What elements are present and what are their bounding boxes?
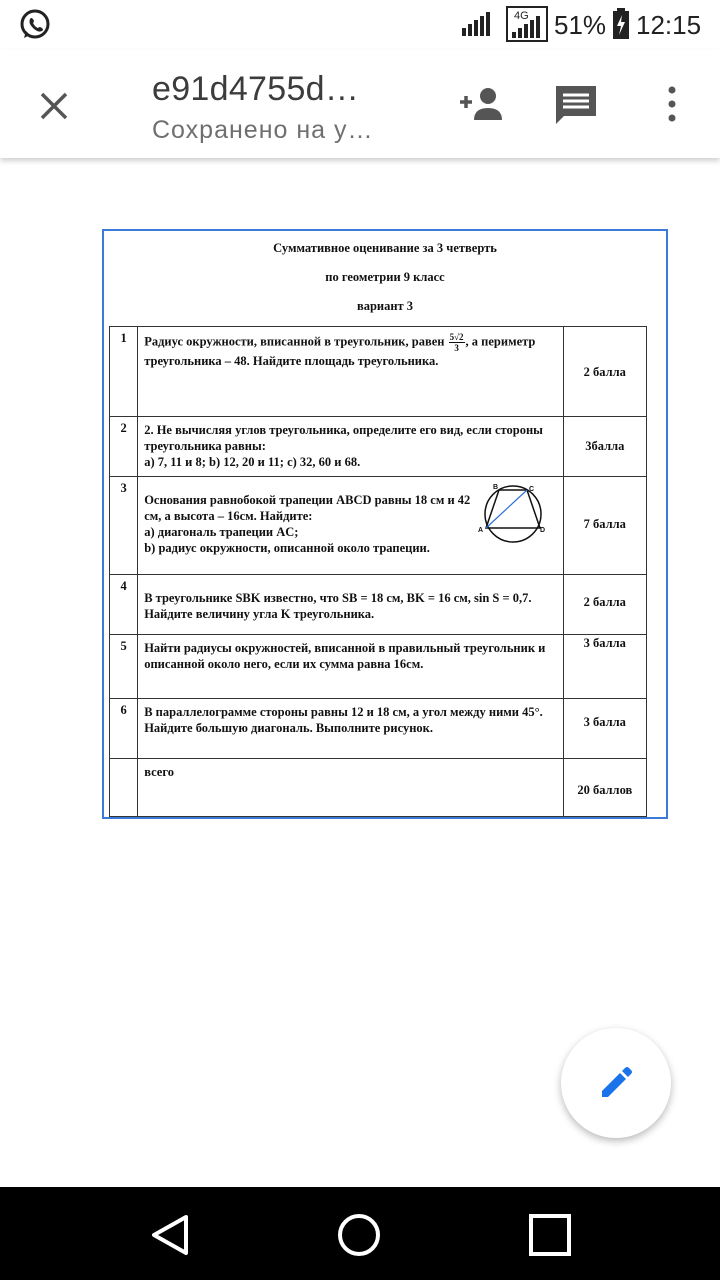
comment-icon[interactable] [554, 84, 598, 128]
questions-table [109, 326, 647, 817]
table-row [110, 759, 647, 817]
home-icon[interactable] [337, 1213, 381, 1257]
document-page[interactable] [102, 229, 668, 819]
svg-text:B: B [492, 484, 498, 491]
svg-text:A: A [477, 527, 483, 534]
question-number: 6 [110, 699, 138, 759]
question-text: В треугольнике SBK известно, что SB = 18 см, BK = 16 см, sin S = 0,7. Найдите величину угла K треугольника. [138, 575, 563, 635]
close-icon[interactable] [34, 86, 74, 126]
trapezoid-circle-figure [477, 482, 549, 544]
save-status: Сохранено на у… [152, 116, 374, 144]
table-row [110, 635, 647, 699]
question-points: 2 балла [563, 327, 646, 417]
back-icon[interactable] [150, 1213, 190, 1257]
question-number: 3 [110, 477, 138, 575]
question-number: 5 [110, 635, 138, 699]
whatsapp-icon [18, 8, 52, 42]
doc-heading-3: вариант 3 [356, 299, 414, 313]
more-vert-icon[interactable] [660, 84, 684, 124]
question-points: 3 балла [563, 699, 646, 759]
table-row [110, 417, 647, 477]
question-points: 7 балла [563, 477, 646, 575]
edit-button[interactable] [561, 1028, 671, 1138]
fraction: $\frac{5√2}{3}$ [449, 332, 464, 353]
network-4g-icon [506, 6, 548, 42]
doc-heading-1: Суммативное оценивание за 3 четверть [273, 241, 497, 255]
question-points: 3 балла [563, 635, 646, 699]
question-text: Найти радиусы окружностей, вписанной в правильный треугольник и описанной около него, если их сумма равна 16см. [138, 635, 563, 699]
svg-text:D: D [539, 527, 545, 534]
status-bar [0, 0, 720, 50]
table-row [110, 477, 647, 575]
doc-heading-2: по геометрии 9 класс [325, 270, 445, 284]
svg-text:4G: 4G [514, 10, 529, 22]
question-number: 4 [110, 575, 138, 635]
question-text: B C A D Основания равнобокой трапеции ABCD равны 18 см и 42 см, а высота – 16см. Найдите: а) диагональ трапеции AC; b) радиус окружности, описанной около трапеции. [138, 477, 563, 575]
edit-pencil-icon [598, 1065, 634, 1101]
svg-text:C: C [528, 486, 534, 493]
add-person-icon[interactable] [454, 84, 506, 124]
question-number: 2 [110, 417, 138, 477]
recents-icon[interactable] [528, 1213, 572, 1257]
document-title: e91d4755d… [152, 70, 360, 108]
total-label: всего [138, 759, 563, 817]
question-text: 2. Не вычисляя углов треугольника, определите его вид, если стороны треугольника равны: а) 7, 11 и 8; b) 12, 20 и 11; с) 32, 60 и 68. [138, 417, 563, 477]
battery-charging-icon [612, 8, 630, 40]
question-points: 3балла [563, 417, 646, 477]
app-bar [0, 50, 720, 158]
question-points: 2 балла [563, 575, 646, 635]
question-text: В параллелограмме стороны равны 12 и 18 см, а угол между ними 45°. Найдите большую диагональ. Выполните рисунок. [138, 699, 563, 759]
question-number [110, 759, 138, 817]
table-row [110, 575, 647, 635]
signal-icon [460, 10, 498, 38]
clock: 12:15 [636, 10, 702, 40]
question-number: 1 [110, 327, 138, 417]
battery-percent: 51% [554, 10, 607, 40]
total-points: 20 баллов [563, 759, 646, 817]
navigation-bar [0, 1187, 720, 1280]
table-row [110, 699, 647, 759]
table-row [110, 327, 647, 417]
question-text: Радиус окружности, вписанной в треугольник, равен $\frac{5√2}{3}$ , а периметр треугольника – 48. Найдите площадь треугольника. [138, 327, 563, 417]
